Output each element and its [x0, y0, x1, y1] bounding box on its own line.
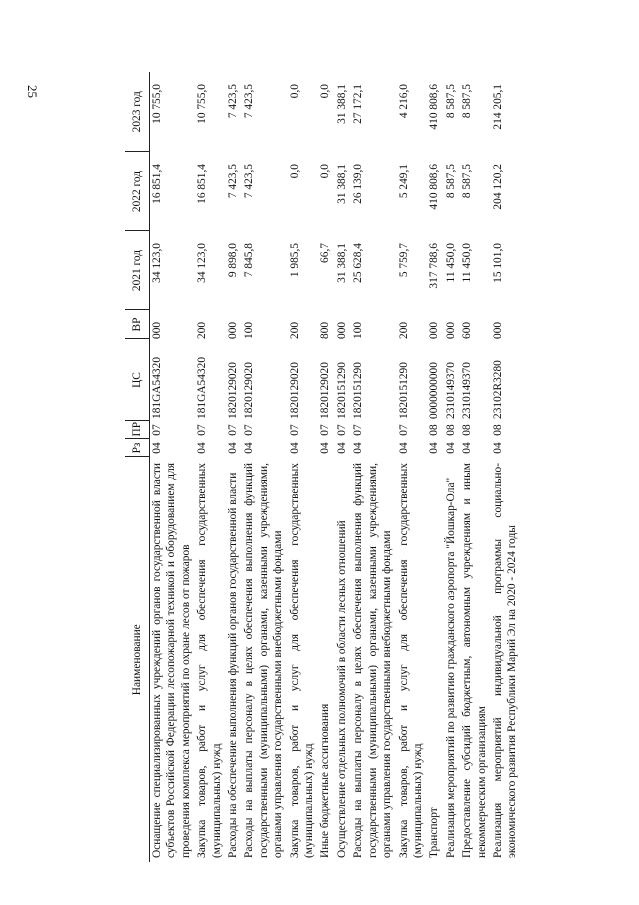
cell-2022: 5 249,1 [397, 164, 410, 199]
cell-2021: 34 123,0 [196, 243, 209, 283]
cell-name: Реализация мероприятий по развитию гражданского аэропорта "Йошкар-Ола" [444, 477, 457, 858]
table-row [195, 72, 226, 862]
cell-cs: 23102R3280 [491, 360, 504, 419]
header-2021: 2021 год [125, 231, 150, 310]
cell-rz: 04 [491, 442, 504, 454]
cell-2022: 7 423,5 [243, 164, 256, 199]
cell-2021: 15 101,0 [491, 243, 504, 283]
cell-rz: 04 [227, 442, 240, 454]
cell-name: Иные бюджетные ассигнования [319, 703, 332, 858]
cell-cs: 181GA54320 [196, 356, 209, 419]
cell-2023: 7 423,5 [243, 84, 256, 119]
cell-2021: 1 985,5 [288, 243, 301, 278]
cell-vr: 200 [288, 321, 301, 339]
cell-cs: 1820129020 [319, 362, 332, 419]
cell-2022: 410 808,6 [428, 164, 441, 210]
header-2022: 2022 год [125, 152, 150, 231]
cell-2021: 9 898,0 [227, 243, 240, 278]
cell-rz: 04 [243, 442, 256, 454]
cell-vr: 200 [397, 321, 410, 339]
header-name: Наименование [125, 457, 150, 862]
cell-vr: 200 [196, 321, 209, 339]
cell-cs: 181GA54320 [151, 356, 163, 419]
cell-vr: 600 [461, 321, 474, 339]
table-header [125, 72, 150, 862]
cell-vr: 000 [151, 321, 163, 339]
cell-pr: 07 [243, 424, 256, 436]
cell-name: Предоставление субсидий бюджетным, автономным учреждениям и иным некоммерческим организациям [461, 463, 488, 858]
cell-rz: 04 [428, 442, 441, 454]
cell-pr: 07 [151, 424, 163, 436]
cell-name: Транспорт [428, 807, 441, 858]
cell-2021: 31 388,1 [335, 243, 348, 283]
header-cs: ЦС [125, 339, 150, 421]
cell-2021: 66,7 [319, 243, 332, 263]
cell-name: Расходы на выплаты персоналу в целях обеспечения выполнения функций государственными (муниципальными) органами, казенными учреждениями, органами управления государственными внебюджетными фондами [243, 463, 285, 858]
cell-rz: 04 [335, 442, 348, 454]
table-row [491, 72, 522, 862]
cell-2021: 34 123,0 [151, 243, 163, 283]
cell-rz: 04 [288, 442, 301, 454]
table-row [318, 72, 334, 862]
cell-pr: 07 [352, 424, 365, 436]
cell-rz: 04 [196, 442, 209, 454]
cell-name: Расходы на обеспечение выполнения функций органов государственной власти [227, 472, 240, 858]
cell-pr: 07 [196, 424, 209, 436]
cell-vr: 000 [227, 321, 240, 339]
cell-2023: 0,0 [319, 84, 332, 99]
cell-2021: 5 759,7 [397, 243, 410, 278]
table-body [150, 72, 522, 862]
cell-rz: 04 [352, 442, 365, 454]
cell-rz: 04 [444, 442, 457, 454]
cell-2022: 0,0 [288, 164, 301, 179]
header-pr: ПР [125, 421, 150, 439]
cell-rz: 04 [319, 442, 332, 454]
cell-2022: 8 587,5 [444, 164, 457, 199]
cell-pr: 07 [288, 424, 301, 436]
cell-2022: 0,0 [319, 164, 332, 179]
cell-rz: 04 [397, 442, 410, 454]
cell-vr: 800 [319, 321, 332, 339]
cell-2023: 4 216,0 [397, 84, 410, 119]
cell-cs: 2310149370 [444, 362, 457, 419]
table-row [242, 72, 287, 862]
header-rz: Рз [125, 439, 150, 457]
cell-vr: 000 [444, 321, 457, 339]
cell-cs: 1820151290 [352, 362, 365, 419]
cell-2022: 31 388,1 [335, 164, 348, 204]
table-row [460, 72, 491, 862]
page-number: 25 [25, 85, 40, 98]
cell-pr: 07 [227, 424, 240, 436]
cell-pr: 08 [428, 424, 441, 436]
table-row [397, 72, 428, 862]
header-vr: ВР [125, 310, 150, 339]
cell-pr: 07 [319, 424, 332, 436]
cell-2022: 204 120,2 [491, 164, 504, 210]
cell-2022: 26 139,0 [352, 164, 365, 204]
table-row [351, 72, 396, 862]
cell-2022: 16 851,4 [196, 164, 209, 204]
cell-2022: 8 587,5 [461, 164, 474, 199]
cell-name: Закупка товаров, работ и услуг для обеспечения государственных (муниципальных) нужд [288, 463, 316, 858]
cell-2021: 25 628,4 [352, 243, 365, 283]
cell-2021: 11 450,0 [461, 243, 474, 283]
table-row [226, 72, 242, 862]
cell-cs: 1820151290 [335, 362, 348, 419]
table-row [427, 72, 443, 862]
cell-2021: 7 845,8 [243, 243, 256, 278]
cell-cs: 2310149370 [461, 362, 474, 419]
cell-rz: 04 [151, 442, 163, 454]
cell-vr: 100 [243, 321, 256, 339]
cell-vr: 000 [491, 321, 504, 339]
cell-2023: 0,0 [288, 84, 301, 99]
cell-rz: 04 [461, 442, 474, 454]
cell-2021: 11 450,0 [444, 243, 457, 283]
cell-name: Оснащение специализированных учреждений органов государственной власти субъектов Российской Федерации лесопожарной техникой и оборудованием для проведения комплекса мероприятий по охране лесов от пожаров [151, 463, 192, 858]
cell-cs: 1820129020 [243, 362, 256, 419]
cell-2023: 31 388,1 [335, 84, 348, 124]
cell-vr: 100 [352, 321, 365, 339]
cell-2023: 8 587,5 [444, 84, 457, 119]
rotated-page-content [125, 72, 585, 862]
cell-2023: 27 172,1 [352, 84, 365, 124]
cell-name: Закупка товаров, работ и услуг для обеспечения государственных (муниципальных) нужд [196, 463, 223, 858]
cell-cs: 0000000000 [428, 362, 441, 419]
cell-2023: 7 423,5 [227, 84, 240, 119]
cell-2023: 10 755,0 [151, 84, 163, 124]
cell-2022: 16 851,4 [151, 164, 163, 204]
cell-name: Расходы на выплаты персоналу в целях обеспечения выполнения функций государственными (муниципальными) органами, казенными учреждениями, органами управления государственными внебюджетными фондами [352, 463, 394, 858]
table-row [288, 72, 319, 862]
cell-vr: 000 [335, 321, 348, 339]
table-row [444, 72, 460, 862]
header-2023: 2023 год [125, 72, 150, 152]
cell-pr: 08 [461, 424, 474, 436]
cell-cs: 1820129020 [288, 362, 301, 419]
cell-cs: 1820129020 [227, 362, 240, 419]
cell-2023: 10 755,0 [196, 84, 209, 124]
cell-2023: 8 587,5 [461, 84, 474, 119]
table-row [335, 72, 351, 862]
cell-2023: 410 808,6 [428, 84, 441, 130]
cell-name: Осуществление отдельных полномочий в области лесных отношений [335, 520, 348, 858]
cell-name: Закупка товаров, работ и услуг для обеспечения государственных (муниципальных) нужд [397, 463, 424, 858]
cell-pr: 08 [491, 424, 504, 436]
cell-name: Реализация мероприятий индивидуальной программы социально-экономического развития Республики Марий Эл на 2020 - 2024 годы [491, 463, 519, 858]
cell-2022: 7 423,5 [227, 164, 240, 199]
budget-table [125, 72, 522, 862]
table-row [150, 72, 196, 862]
cell-pr: 07 [335, 424, 348, 436]
cell-vr: 000 [428, 321, 441, 339]
cell-cs: 1820151290 [397, 362, 410, 419]
cell-2023: 214 205,1 [491, 84, 504, 130]
cell-pr: 08 [444, 424, 457, 436]
cell-2021: 317 788,6 [428, 243, 441, 289]
cell-pr: 07 [397, 424, 410, 436]
